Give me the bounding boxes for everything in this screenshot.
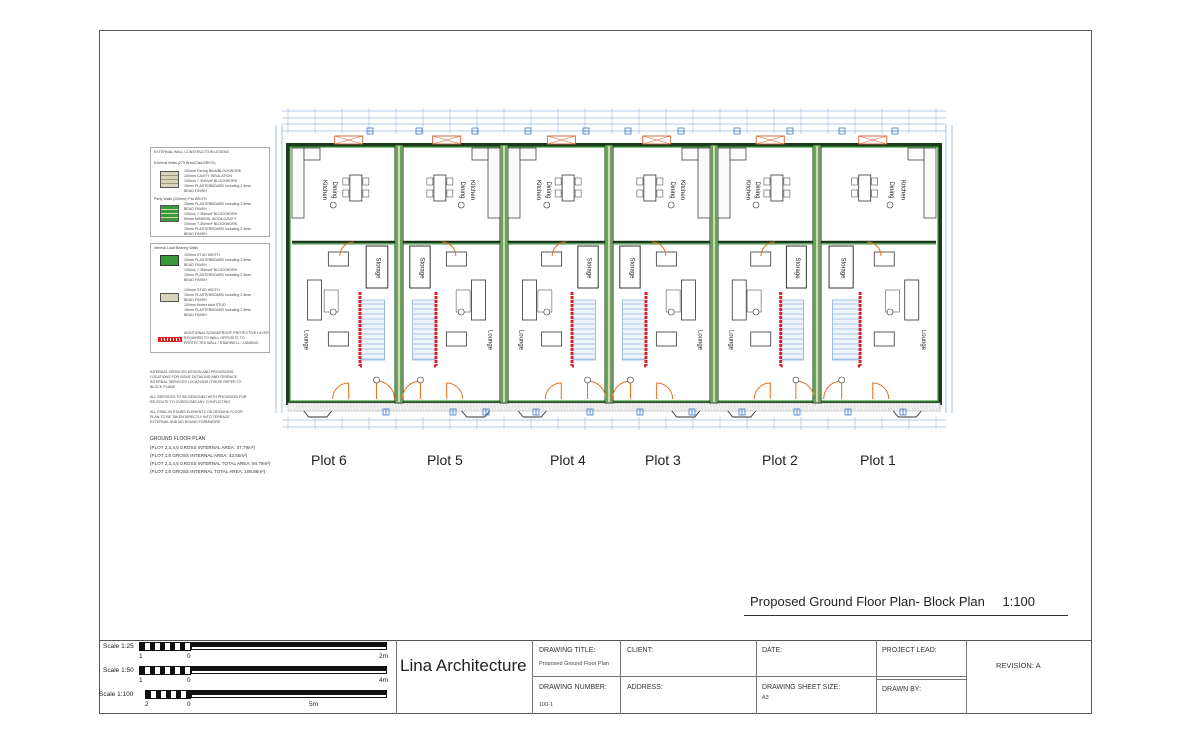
area-line: (PLOT 2,3,4,5 GROSS INTERNAL AREA: 37.79m²) xyxy=(150,445,255,450)
firm-name: Lina Architecture xyxy=(400,656,527,675)
legend-section-4-lines xyxy=(184,288,251,318)
kitchen-units xyxy=(520,148,536,160)
entrance-door xyxy=(612,381,630,399)
area-line: (PLOT 1,6 GROSS INTERNAL AREA: 42.65m²) xyxy=(150,453,248,458)
room-tag xyxy=(793,377,799,383)
coffee-table xyxy=(666,290,680,312)
legend-s4-line: BEAD FINISH xyxy=(184,313,207,317)
legend-s2-line: BEAD FINISH xyxy=(184,232,207,236)
coffee-table xyxy=(324,290,338,312)
dining-chair xyxy=(872,190,878,197)
lounge-door xyxy=(333,383,349,399)
dining-chair xyxy=(427,190,433,197)
tb-divider xyxy=(532,676,966,677)
drawn-by-label: DRAWN BY: xyxy=(882,686,922,693)
kitchen-units xyxy=(698,148,710,218)
room-label-kitchen: Kitchen xyxy=(320,179,327,201)
tb-divider xyxy=(966,640,967,714)
area-line: (PLOT 1,6 GROSS INTERNAL TOTAL AREA: 106.86m²) xyxy=(150,469,266,474)
dining-chair xyxy=(427,178,433,185)
room-tag xyxy=(887,202,893,208)
dining-chair xyxy=(784,190,790,197)
sheet-title xyxy=(750,594,1035,609)
party-wall xyxy=(395,145,403,403)
bay-window xyxy=(518,411,546,417)
room-tag xyxy=(753,202,759,208)
plot-label-4: Plot 4 xyxy=(550,452,586,468)
room-label-kitchen: Kitchen xyxy=(678,179,685,201)
sofa xyxy=(905,280,919,320)
legend-s2-line: 100mm 7.3N/mm² BLOCKWORK xyxy=(184,222,238,226)
dining-chair xyxy=(575,178,581,185)
room-label-storage: Storage xyxy=(628,257,635,279)
dining-table xyxy=(434,175,446,201)
scale-end: 4m xyxy=(379,677,389,684)
room-label-kitchen: Kitchen xyxy=(899,179,906,201)
dining-chair xyxy=(784,178,790,185)
scale-start: 2 xyxy=(145,701,149,708)
sheet-size-label: DRAWING SHEET SIZE: xyxy=(762,684,841,691)
sheet-title-scale: 1:100 xyxy=(1002,594,1036,609)
dining-chair xyxy=(363,190,369,197)
legend-s3-line: BEAD FINISH xyxy=(184,263,207,267)
room-label-lounge: Lounge xyxy=(486,329,493,351)
dining-chair xyxy=(555,178,561,185)
dining-chair xyxy=(447,178,453,185)
bay-window xyxy=(893,411,921,417)
dining-table xyxy=(562,175,574,201)
tb-divider xyxy=(396,640,397,714)
room-label-dining: Dining xyxy=(544,181,551,199)
legend-section-2: Party Walls (200mm) Ptd WIDTH xyxy=(154,197,207,201)
legend-s1-line: 100mm 7.3N/mm² BLOCKWORK xyxy=(184,179,238,183)
drawing-title-label: DRAWING TITLE: xyxy=(539,647,596,654)
scale-label: Scale 1:50 xyxy=(103,667,134,674)
room-tag xyxy=(668,309,674,315)
coffee-table xyxy=(456,290,470,312)
room-label-kitchen: Kitchen xyxy=(744,179,751,201)
legend-s2-line: 100mm 7.3N/mm² BLOCKWORK xyxy=(184,212,238,216)
lounge-door xyxy=(873,383,889,399)
dining-table xyxy=(350,175,362,201)
legend-section-1-lines xyxy=(184,169,251,194)
armchair xyxy=(328,252,348,266)
scale-zero: 0 xyxy=(187,653,191,660)
sofa xyxy=(307,280,321,320)
legend-s3-line: 100mm STUD WIDTH xyxy=(184,253,220,257)
room-tag xyxy=(887,309,893,315)
room-tag xyxy=(373,377,379,383)
dining-chair xyxy=(872,178,878,185)
title-underline xyxy=(744,615,1068,616)
armchair xyxy=(446,332,466,346)
tb-divider xyxy=(876,640,877,714)
coffee-table xyxy=(538,290,552,312)
legend-s4-line: 100mm timber stud STUD xyxy=(184,303,226,307)
scale-end: 2m xyxy=(379,653,389,660)
kitchen-units xyxy=(292,148,304,218)
legend-s5-line: PROTECTED WALL / STAIRWELL / LANDING xyxy=(184,341,259,345)
soundproof-swatch xyxy=(158,337,182,342)
legend-s3-line: BEAD FINISH xyxy=(184,278,207,282)
scale-end: 5m xyxy=(309,701,319,708)
legend-s1-line: 15mm PLASTERBOARD including 2.5mm xyxy=(184,184,252,188)
lounge-door xyxy=(657,383,673,399)
dining-chair xyxy=(764,178,770,185)
room-tag xyxy=(839,377,845,383)
legend-s1-line: BEAD FINISH xyxy=(184,189,207,193)
legend-heading: EXTERNAL WALL CONSTRUCTION LEGEND xyxy=(154,150,230,154)
kitchen-units xyxy=(682,148,698,160)
legend-s4-line: BEAD FINISH xyxy=(184,298,207,302)
note-line: ALL FINAL IN STAIRS ELEMENTS ON GROUND FLOOR xyxy=(150,410,243,414)
room-tag xyxy=(458,202,464,208)
sheet-size-value: A3 xyxy=(762,695,769,701)
address-label: ADDRESS: xyxy=(627,684,663,691)
dining-chair xyxy=(575,190,581,197)
room-label-lounge: Lounge xyxy=(517,329,524,351)
bay-window xyxy=(462,411,490,417)
note-line: BLOCK PLANS xyxy=(150,385,175,389)
sofa xyxy=(471,280,485,320)
tb-divider xyxy=(620,640,621,714)
kitchen-units xyxy=(924,148,936,218)
room-tag xyxy=(458,309,464,315)
room-label-dining: Dining xyxy=(669,181,676,199)
drawing-number-label: DRAWING NUMBER: xyxy=(539,684,607,691)
legend-s4-line: 15mm PLASTERBOARD including 2.5mm xyxy=(184,293,252,297)
party-wall xyxy=(605,145,613,403)
room-tag xyxy=(585,377,591,383)
external-wall-swatch xyxy=(160,171,179,188)
note-line: ALL SERVICES TO BE DESIGNED WITH PROVISION FOR xyxy=(150,395,247,399)
bay-window xyxy=(672,411,700,417)
title-block xyxy=(100,640,1092,715)
sheet-title-text: Proposed Ground Floor Plan- Block Plan xyxy=(750,594,985,609)
note-line: INTERNAL SERVICES DESIGN AND PROVISIONS xyxy=(150,370,234,374)
dining-chair xyxy=(657,178,663,185)
drawing-title-value: Proposed Ground Floor Plan xyxy=(539,661,610,667)
party-wall xyxy=(710,145,718,403)
area-line: (PLOT 2,3,4,5 GROSS INTERNAL TOTAL AREA: 94.79m²) xyxy=(150,461,271,466)
bay-window xyxy=(304,411,332,417)
scale-bar xyxy=(191,694,387,698)
internal-wall-swatch xyxy=(160,255,179,266)
legend-s2-line: 15mm PLASTERBOARD including 2.5mm xyxy=(184,227,252,231)
room-tag xyxy=(753,309,759,315)
project-lead-label: PROJECT LEAD: xyxy=(882,647,937,654)
legend-s4-line: 15mm PLASTERBOARD including 2.5mm xyxy=(184,308,252,312)
room-label-dining: Dining xyxy=(459,181,466,199)
dining-table xyxy=(644,175,656,201)
room-label-storage: Storage xyxy=(839,257,846,279)
sofa xyxy=(732,280,746,320)
dining-chair xyxy=(852,190,858,197)
dining-table xyxy=(859,175,871,201)
scale-start: 1 xyxy=(139,653,143,660)
party-wall xyxy=(813,145,821,403)
date-label: DATE: xyxy=(762,647,783,654)
room-label-storage: Storage xyxy=(418,257,425,279)
plot-label-2: Plot 2 xyxy=(762,452,798,468)
dining-chair xyxy=(447,190,453,197)
armchair xyxy=(328,332,348,346)
plot-label-6: Plot 6 xyxy=(311,452,347,468)
legend-s4-line: 100mm STUD WIDTH xyxy=(184,288,220,292)
kitchen-units xyxy=(488,148,500,218)
note-line: EXTERNAL AND NO BOUND FORMWORK xyxy=(150,420,221,424)
legend-section-3-lines xyxy=(184,253,251,283)
dining-chair xyxy=(555,190,561,197)
armchair xyxy=(542,252,562,266)
legend-s1-line: 100mm CAVITY INSULATION xyxy=(184,174,232,178)
scale-checker xyxy=(139,642,191,651)
dining-chair xyxy=(764,190,770,197)
scale-zero: 0 xyxy=(187,677,191,684)
scale-label: Scale 1:100 xyxy=(99,691,134,698)
scale-start: 1 xyxy=(139,677,143,684)
kitchen-units xyxy=(718,148,730,218)
legend-s2-line: 50mm MINERAL WOOL CAVITY xyxy=(184,217,237,221)
entrance-door xyxy=(796,381,814,399)
room-tag xyxy=(330,309,336,315)
area-heading: GROUND FLOOR PLAN xyxy=(150,436,206,442)
scale-bar xyxy=(191,670,387,674)
legend-s5-line: REQUIRED TO WALL OPPOSITE TO xyxy=(184,336,245,340)
room-label-lounge: Lounge xyxy=(727,329,734,351)
legend-s5-line: ADDITIONAL SOUNDPROOF PROTECTIVE LAYER xyxy=(184,331,269,335)
scale-label: Scale 1:25 xyxy=(103,643,134,650)
room-tag xyxy=(330,202,336,208)
scale-bar xyxy=(191,646,387,650)
room-label-storage: Storage xyxy=(585,257,592,279)
room-label-lounge: Lounge xyxy=(696,329,703,351)
area-lines xyxy=(150,444,270,476)
coffee-table xyxy=(885,290,899,312)
scale-checker xyxy=(139,666,191,675)
scale-checker xyxy=(145,690,191,699)
note-line: LOCATIONS FOR ISSUE DETAILING AND TERRACE xyxy=(150,375,238,379)
armchair xyxy=(656,332,676,346)
legend-s2-line: BEAD FINISH xyxy=(184,207,207,211)
entrance-door xyxy=(376,381,394,399)
kitchen-units xyxy=(472,148,488,160)
room-tag xyxy=(627,377,633,383)
dining-chair xyxy=(363,178,369,185)
party-wall xyxy=(500,145,508,403)
sofa xyxy=(681,280,695,320)
armchair xyxy=(656,252,676,266)
plot-label-5: Plot 5 xyxy=(427,452,463,468)
room-label-storage: Storage xyxy=(374,257,381,279)
room-label-storage: Storage xyxy=(793,257,800,279)
revision: REVISION: A xyxy=(996,661,1041,670)
armchair xyxy=(874,332,894,346)
legend-section-3: Internal Load Bearing Walls xyxy=(154,246,199,250)
sofa xyxy=(523,280,537,320)
tb-divider xyxy=(756,640,757,714)
room-label-dining: Dining xyxy=(331,181,338,199)
legend-section-2-lines xyxy=(184,202,251,237)
armchair xyxy=(874,252,894,266)
legend-s3-line: 15mm PLASTERBOARD including 2.5mm xyxy=(184,258,252,262)
room-label-lounge: Lounge xyxy=(920,329,927,351)
tb-divider xyxy=(532,640,533,714)
dining-chair xyxy=(343,190,349,197)
armchair xyxy=(542,332,562,346)
armchair xyxy=(751,332,771,346)
legend-s3-line: 100mm 7.3N/mm² BLOCKWORK xyxy=(184,268,238,272)
dining-chair xyxy=(637,190,643,197)
dining-chair xyxy=(852,178,858,185)
wall-legend xyxy=(150,147,270,353)
scale-zero: 0 xyxy=(187,701,191,708)
room-label-dining: Dining xyxy=(754,181,760,199)
kitchen-units xyxy=(730,148,746,160)
tb-divider xyxy=(876,679,966,680)
room-tag xyxy=(668,202,674,208)
entrance-door xyxy=(588,381,606,399)
client-label: CLIENT: xyxy=(627,647,654,654)
coffee-table xyxy=(747,290,761,312)
plot-label-3: Plot 3 xyxy=(645,452,681,468)
kitchen-units xyxy=(508,148,520,218)
lounge-door xyxy=(447,383,463,399)
entrance-door xyxy=(824,381,842,399)
legend-s1-line: 100mm Facing Brick/BLOCKWORK xyxy=(184,169,242,173)
drawing-number-value: 100-1 xyxy=(539,702,554,708)
note-line: INTERNAL SERVICES LOCATIONS (THESE REFER TO xyxy=(150,380,242,384)
armchair xyxy=(446,252,466,266)
dining-chair xyxy=(343,178,349,185)
note-line: RE-ROUTE TO OVERCOME ANY CONFLICTING xyxy=(150,400,231,404)
room-tag xyxy=(544,202,550,208)
dining-table xyxy=(771,175,783,201)
room-tag xyxy=(417,377,423,383)
room-tag xyxy=(544,309,550,315)
kitchen-units xyxy=(304,148,320,160)
kitchen-units xyxy=(908,148,924,160)
note-line: PLAN TO BE TAKEN DIRECTLY INTO TERRACE xyxy=(150,415,230,419)
lounge-door xyxy=(545,383,561,399)
lounge-door xyxy=(754,383,770,399)
legend-section-5-lines xyxy=(184,331,269,346)
plot-label-1: Plot 1 xyxy=(860,452,896,468)
room-label-dining: Dining xyxy=(888,181,894,199)
party-wall-swatch xyxy=(160,205,179,222)
services-notes xyxy=(150,370,247,425)
entrance-door xyxy=(402,381,420,399)
room-label-kitchen: Kitchen xyxy=(468,179,475,201)
stud-wall-swatch xyxy=(160,293,179,302)
legend-s2-line: 15mm PLASTERBOARD including 2.5mm xyxy=(184,202,252,206)
room-label-lounge: Lounge xyxy=(302,329,309,351)
dining-chair xyxy=(657,190,663,197)
dining-chair xyxy=(637,178,643,185)
room-label-kitchen: Kitchen xyxy=(535,179,542,201)
legend-s3-line: 15mm PLASTERBOARD including 2.5mm xyxy=(184,273,252,277)
legend-section-1: External Walls (275 Brick/Clad BRICK) xyxy=(154,161,216,165)
